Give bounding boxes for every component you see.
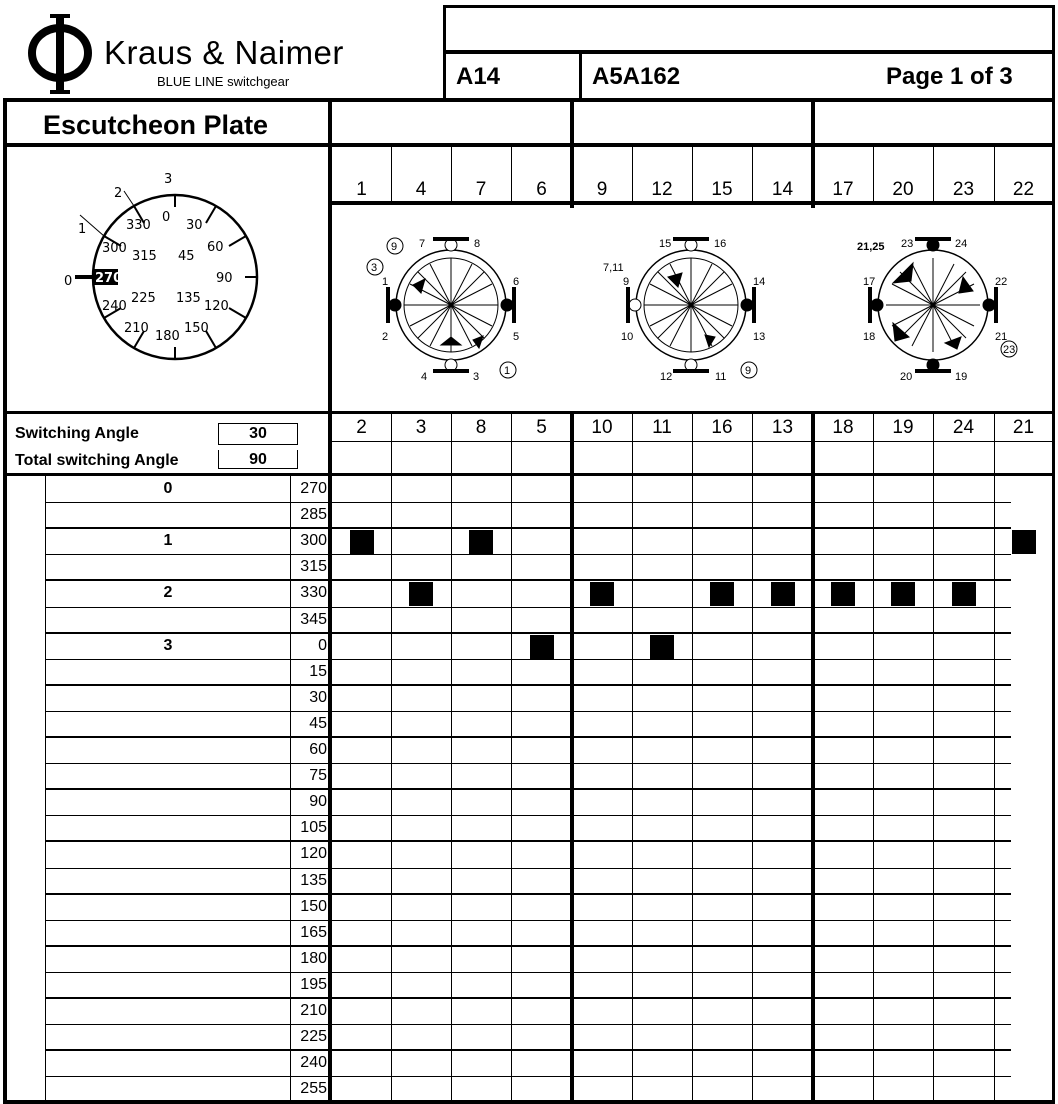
row-line [45, 579, 1011, 581]
bottom-terminal-label: 11 [652, 417, 672, 438]
d1-term-3: 3 [473, 371, 480, 383]
top-terminal-label: 1 [356, 179, 367, 200]
top-terminal-label: 7 [475, 179, 487, 200]
table-angle-label: 255 [300, 1080, 327, 1098]
table-position-label: 2 [163, 584, 173, 602]
d2-term-7-11: 7,11 [603, 262, 624, 274]
contact-diagrams [333, 225, 1053, 390]
dial-angle-270: 270 [95, 271, 123, 286]
table-top-line [3, 473, 1055, 476]
d3-term-19: 19 [955, 371, 968, 383]
d3-term-23: 23 [901, 238, 914, 250]
row-line [45, 997, 1011, 999]
row-line [45, 554, 1011, 555]
dial-angle-135: 135 [176, 291, 201, 306]
top-terminal-line [330, 201, 1055, 205]
table-angle-label: 75 [309, 767, 327, 785]
contact-closed-mark [831, 582, 855, 606]
row-line [45, 893, 1011, 895]
d2-term-16: 16 [714, 238, 727, 250]
dial-angle-225: 225 [131, 291, 156, 306]
top-terminal-label: 9 [596, 179, 608, 200]
contact-diagram-2 [628, 239, 754, 371]
brand-tagline: BLUE LINE switchgear [157, 74, 290, 89]
dial-angle-120: 120 [204, 299, 229, 314]
bottom-terminal-label: 24 [952, 417, 975, 438]
contact-closed-mark [771, 582, 795, 606]
header-divider [579, 50, 582, 100]
bottom-terminal-label: 13 [771, 417, 794, 438]
bottom-terminal-label: 8 [475, 417, 487, 438]
dial-angle-60: 60 [207, 240, 224, 255]
diagram-bottom-line [3, 411, 1055, 414]
top-terminal-label: 22 [1012, 179, 1035, 200]
table-angle-label: 45 [309, 714, 327, 732]
d2-term-9: 9 [623, 276, 630, 288]
d1-term-8: 8 [474, 238, 481, 250]
row-line [45, 684, 1011, 686]
row-line [45, 1049, 1011, 1051]
header-top-line [443, 5, 1055, 8]
contact-diagram-3 [870, 239, 996, 371]
row-line [45, 632, 1011, 634]
dial-angle-180: 180 [155, 329, 180, 344]
row-line [45, 815, 1011, 816]
table-angle-label: 180 [300, 949, 327, 967]
contact-closed-mark [891, 582, 915, 606]
row-line [45, 736, 1011, 738]
phi-logo-icon [20, 12, 100, 96]
d2-term-11: 11 [715, 371, 727, 383]
d2-callout-9: 9 [745, 365, 752, 377]
product-code: A5A162 [592, 63, 681, 90]
frame-bottom [3, 1100, 1055, 1104]
dial-angle-315: 315 [132, 249, 157, 264]
d3-callout-23: 23 [1003, 344, 1016, 356]
bottom-terminal-label: 18 [832, 417, 854, 438]
table-angle-label: 15 [309, 662, 327, 680]
contact-closed-mark [650, 635, 674, 659]
dial-angle-150: 150 [184, 321, 209, 336]
contact-closed-mark [590, 582, 614, 606]
d3-term-21: 21 [995, 331, 1008, 343]
dial-angle-330: 330 [126, 218, 151, 233]
switching-angle-label: Switching Angle [15, 425, 139, 442]
row-line [45, 659, 1011, 660]
table-angle-label: 240 [300, 1054, 327, 1072]
frame-top [3, 98, 1055, 102]
d2-term-12: 12 [660, 371, 673, 383]
table-angle-label: 135 [300, 871, 327, 889]
series-code: A14 [456, 63, 501, 90]
bottom-terminal-label: 19 [892, 417, 914, 438]
contact-closed-mark [952, 582, 976, 606]
row-line [45, 788, 1011, 790]
table-angle-label: 285 [300, 506, 327, 524]
dial-angle-30: 30 [186, 218, 203, 233]
d3-term-18: 18 [863, 331, 876, 343]
table-angle-label: 345 [300, 610, 327, 628]
table-angle-label: 105 [300, 819, 327, 837]
d3-term-21-25: 21,25 [857, 241, 885, 253]
dial-angle-210: 210 [124, 321, 149, 336]
top-terminal-label: 12 [651, 179, 673, 200]
top-terminal-label: 17 [832, 179, 854, 200]
bottom-terminal-label: 3 [415, 417, 427, 438]
contact-closed-mark [710, 582, 734, 606]
header-mid-line [443, 50, 1055, 54]
dial-angle-0: 0 [162, 210, 171, 225]
table-angle-label: 330 [300, 584, 327, 602]
table-position-label: 1 [163, 532, 173, 550]
top-terminal-label: 20 [892, 179, 914, 200]
total-angle-value: 90 [218, 450, 298, 469]
d2-term-10: 10 [621, 331, 634, 343]
row-line [45, 840, 1011, 842]
contact-closed-mark [530, 635, 554, 659]
row-line [45, 763, 1011, 764]
bottom-terminal-label: 16 [711, 417, 733, 438]
bottom-terminal-label: 10 [591, 417, 613, 438]
table-angle-label: 60 [309, 741, 327, 758]
d1-callout-9: 9 [391, 241, 398, 253]
dial-position-3: 3 [164, 172, 173, 187]
dial-angle-300: 300 [102, 241, 127, 256]
row-line [45, 1024, 1011, 1025]
contact-closed-mark [350, 530, 374, 554]
d3-term-20: 20 [900, 371, 913, 383]
dial-position-1: 1 [78, 222, 87, 237]
row-line [45, 607, 1011, 608]
bottom-terminal-label: 5 [536, 417, 547, 438]
table-angle-label: 195 [300, 975, 327, 993]
dial-angle-45: 45 [178, 249, 195, 264]
table-angle-label: 300 [300, 532, 327, 550]
page-indicator: Page 1 of 3 [886, 63, 1013, 90]
table-angle-label: 30 [309, 688, 327, 706]
dial-angle-90: 90 [216, 271, 233, 286]
table-angle-label: 225 [300, 1028, 327, 1046]
dial-position-0: 0 [64, 274, 73, 289]
dial-position-2: 2 [114, 186, 123, 201]
row-line [45, 920, 1011, 921]
top-terminal-label: 4 [415, 179, 427, 200]
d2-term-14: 14 [753, 276, 766, 288]
row-line [45, 711, 1011, 712]
row-line [45, 868, 1011, 869]
top-terminal-label: 15 [711, 179, 733, 200]
table-angle-label: 90 [309, 793, 327, 811]
d2-term-13: 13 [753, 331, 766, 343]
table-angle-label: 165 [300, 923, 327, 941]
top-terminal-label: 6 [536, 179, 547, 200]
row-line [45, 527, 1011, 529]
d1-term-5: 5 [513, 331, 520, 343]
table-position-label: 3 [163, 636, 173, 654]
table-angle-label: 0 [318, 636, 327, 654]
switching-angle-value: 30 [218, 423, 298, 445]
d1-callout-3: 3 [371, 262, 378, 274]
bottom-terminal-line [330, 441, 1055, 442]
d1-term-7: 7 [419, 238, 426, 250]
table-angle-label: 270 [300, 480, 327, 497]
d1-term-4: 4 [421, 371, 428, 383]
escutcheon-title: Escutcheon Plate [43, 110, 269, 140]
bottom-terminal-label: 2 [356, 417, 367, 438]
dial-angle-240: 240 [102, 299, 127, 314]
row-line [45, 502, 1011, 503]
contact-closed-mark [469, 530, 493, 554]
contact-diagram-1 [388, 239, 514, 371]
row-line [45, 1076, 1011, 1077]
d3-term-24: 24 [955, 238, 968, 250]
frame-left [3, 98, 7, 1104]
contact-closed-mark [1012, 530, 1036, 554]
top-terminal-label: 14 [771, 179, 794, 200]
d1-callout-1: 1 [504, 365, 511, 377]
d2-term-15: 15 [659, 238, 672, 250]
table-angle-label: 315 [300, 558, 327, 576]
table-angle-label: 120 [300, 845, 327, 863]
escutcheon-dial [50, 165, 270, 375]
d3-term-22: 22 [995, 276, 1008, 288]
table-angle-label: 210 [300, 1002, 327, 1019]
top-terminal-label: 23 [952, 179, 975, 200]
d1-term-2: 2 [382, 331, 389, 343]
title-row-line [3, 143, 1055, 147]
table-position-label: 0 [163, 480, 173, 497]
total-angle-label: Total switching Angle [15, 452, 179, 469]
bottom-terminal-label: 21 [1012, 417, 1035, 438]
d1-term-1: 1 [382, 276, 389, 288]
row-line [45, 945, 1011, 947]
row-line [45, 972, 1011, 973]
d3-term-17: 17 [863, 276, 876, 288]
d1-term-6: 6 [513, 276, 520, 288]
contact-closed-mark [409, 582, 433, 606]
table-angle-label: 150 [300, 897, 327, 915]
left-panel-divider [328, 98, 332, 1104]
brand-name: Kraus & Naimer [104, 34, 344, 71]
